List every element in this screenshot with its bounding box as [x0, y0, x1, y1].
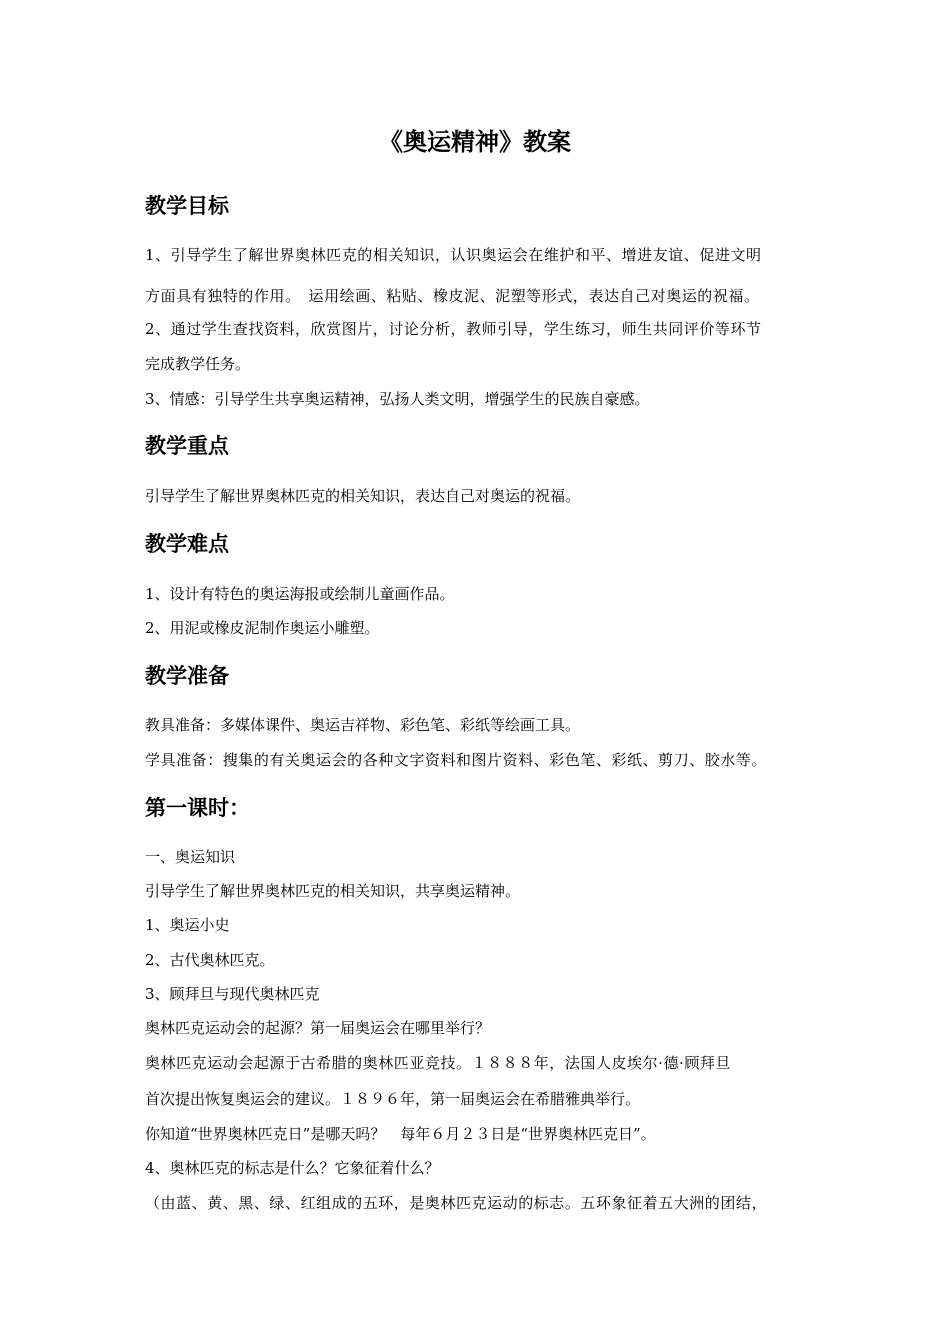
- paragraph-line: 学具准备：搜集的有关奥运会的各种文字资料和图片资料、彩色笔、彩纸、剪刀、胶水等。: [145, 751, 768, 769]
- paragraph-line: 1、奥运小史: [145, 916, 230, 934]
- paragraph-line: 2、通过学生查找资料，欣赏图片，讨论分析，教师引导，学生练习，师生共同评价等环节: [145, 320, 762, 338]
- paragraph-line: 1、设计有特色的奥运海报或绘制儿童画作品。: [145, 585, 455, 603]
- paragraph-line: 3、情感：引导学生共享奥运精神，弘扬人类文明，增强学生的民族自豪感。: [145, 390, 650, 408]
- paragraph-line: 完成教学任务。: [145, 355, 251, 373]
- heading-teaching-goals: 教学目标: [145, 194, 229, 218]
- heading-lesson-one: 第一课时：: [145, 796, 250, 820]
- document-title: 《奥运精神》教案: [379, 128, 571, 156]
- paragraph-line: 2、用泥或橡皮泥制作奥运小雕塑。: [145, 619, 380, 637]
- paragraph-line: 2、古代奥林匹克。: [145, 951, 275, 969]
- heading-difficulties: 教学难点: [145, 532, 229, 556]
- paragraph-line: 方面具有独特的作用。 运用绘画、粘贴、橡皮泥、泥塑等形式，表达自己对奥运的祝福。: [145, 287, 760, 305]
- paragraph-line: 3、顾拜旦与现代奥林匹克: [145, 985, 320, 1003]
- heading-key-points: 教学重点: [145, 434, 229, 458]
- paragraph-line: 你知道“世界奥林匹克日”是哪天吗？ 每年６月２３日是“世界奥林匹克日”。: [145, 1125, 656, 1143]
- paragraph-line: 首次提出恢复奥运会的建议。１８９６年，第一届奥运会在希腊雅典举行。: [145, 1090, 641, 1108]
- paragraph-line: 引导学生了解世界奥林匹克的相关知识，共享奥运精神。: [145, 882, 521, 900]
- paragraph-line: 引导学生了解世界奥林匹克的相关知识，表达自己对奥运的祝福。: [145, 487, 581, 505]
- paragraph-line: （由蓝、黄、黑、绿、红组成的五环，是奥林匹克运动的标志。五环象征着五大洲的团结，: [145, 1194, 768, 1212]
- paragraph-line: 1、引导学生了解世界奥林匹克的相关知识，认识奥运会在维护和平、增进友谊、促进文明: [145, 246, 762, 264]
- paragraph-line: 奥林匹克运动会的起源？第一届奥运会在哪里举行？: [145, 1019, 491, 1037]
- paragraph-line: 教具准备：多媒体课件、奥运吉祥物、彩色笔、彩纸等绘画工具。: [145, 716, 581, 734]
- paragraph-line: 奥林匹克运动会起源于古希腊的奥林匹亚竞技。１８８８年，法国人皮埃尔·德·顾拜旦: [145, 1054, 731, 1072]
- heading-preparation: 教学准备: [145, 664, 229, 688]
- paragraph-line: 一、奥运知识: [145, 848, 236, 866]
- paragraph-line: 4、奥林匹克的标志是什么？它象征着什么？: [145, 1159, 440, 1177]
